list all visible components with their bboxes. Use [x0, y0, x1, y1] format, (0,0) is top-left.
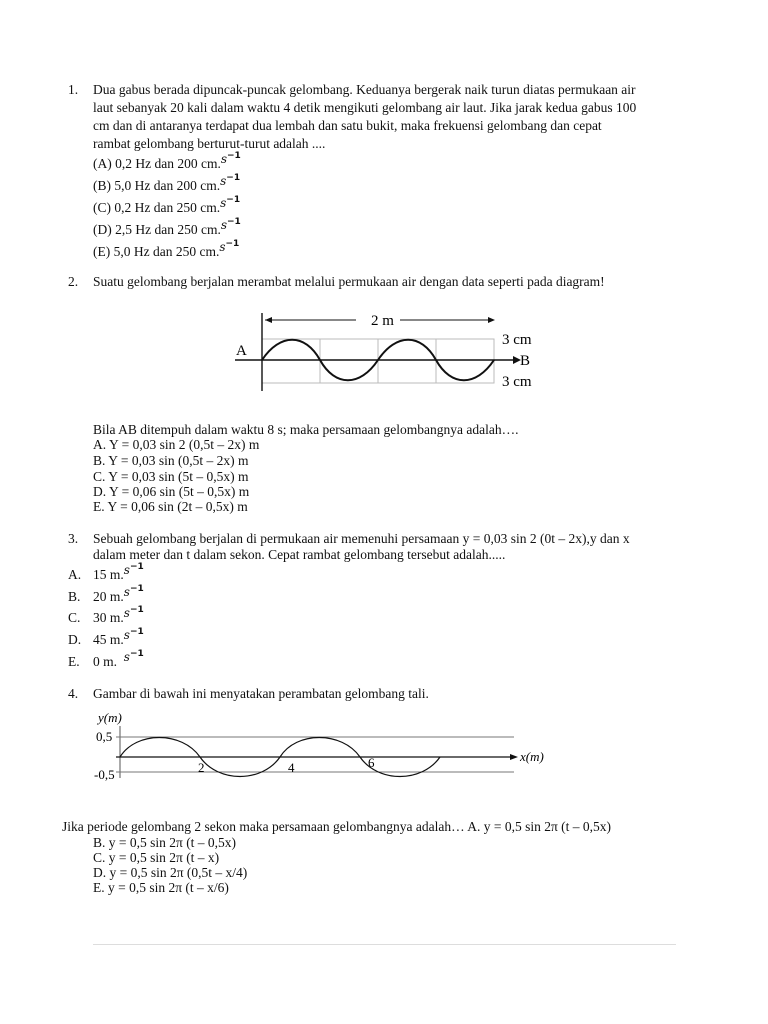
q3-option-letter-d: D. — [68, 632, 82, 647]
q3-option-b: 20 $m.s^{-1}$ — [93, 584, 144, 604]
q2-number: 2. — [68, 274, 79, 289]
diagram-label-bottom: 3 cm — [502, 374, 532, 390]
q1-text-line-2: laut sebanyak 20 kali dalam waktu 4 detik mengikuti gelombang air laut. Jika jarak kedua gabus 100 — [93, 100, 637, 115]
q2-option-d: D. Y = 0,06 sin (5t – 0,5x) m — [93, 484, 250, 499]
q2-option-c: C. Y = 0,03 sin (5t – 0,5x) m — [93, 469, 249, 484]
diagram-label-length: 2 m — [371, 313, 394, 329]
q3-option-letter-a: A. — [68, 567, 82, 582]
arrow-right-small-icon — [488, 317, 495, 323]
q3-number: 3. — [68, 531, 79, 546]
q4-number: 4. — [68, 686, 79, 701]
page-divider — [93, 944, 676, 945]
q2-option-e: E. Y = 0,06 sin (2t – 0,5x) m — [93, 499, 248, 514]
q2-text: Suatu gelombang berjalan merambat melalui permukaan air dengan data seperti pada diagram! — [93, 274, 605, 289]
graph-y-top: 0,5 — [96, 729, 113, 744]
graph-tick-2: 2 — [198, 760, 205, 775]
q3-option-e: 0 m. $s^{-1}$ — [93, 649, 144, 669]
q2-prompt: Bila AB ditempuh dalam waktu 8 s; maka persamaan gelombangnya adalah…. — [93, 422, 519, 437]
arrow-left-icon — [265, 317, 272, 323]
q1-option-a: (A) 0,2 Hz dan 200 $cm.s^{-1}$ — [93, 151, 241, 171]
q1-text-line-3: cm dan di antaranya terdapat dua lembah dan satu bukit, maka frekuensi gelombang dan cepat — [93, 118, 602, 133]
q1-text-line-4: rambat gelombang berturut-turut adalah .... — [93, 136, 326, 151]
q3-option-a: 15 $m.s^{-1}$ — [93, 562, 144, 582]
graph-arrow-icon — [510, 754, 518, 760]
q3-option-c: 30 $m.s^{-1}$ — [93, 605, 144, 625]
graph-tick-6: 6 — [368, 755, 375, 770]
graph-y-bottom: -0,5 — [94, 767, 115, 782]
q3-option-letter-e: E. — [68, 654, 80, 669]
q3-option-d: 45 $m.s^{-1}$ — [93, 627, 144, 647]
q1-option-e: (E) 5,0 Hz dan 250 $cm.s^{-1}$ — [93, 239, 240, 259]
diagram-label-top: 3 cm — [502, 332, 532, 348]
q4-prompt: Jika periode gelombang 2 sekon maka persamaan gelombangnya adalah… A. y = 0,5 sin 2π (t – 0,5x) — [62, 819, 612, 834]
q3-text-line-1: Sebuah gelombang berjalan di permukaan air memenuhi persamaan y = 0,03 sin 2 (0t – 2x),y dan x — [93, 531, 630, 546]
q1-text-line-1: Dua gabus berada dipuncak-puncak gelombang. Keduanya bergerak naik turun diatas permukaan air — [93, 82, 636, 97]
graph-y-label: y(m) — [98, 710, 122, 725]
diagram-label-a: A — [236, 343, 247, 359]
q4-option-d: D. y = 0,5 sin 2π (0,5t – x/4) — [93, 865, 248, 880]
q4-wave-graph — [90, 706, 550, 786]
q3-text-line-2: dalam meter dan t dalam sekon. Cepat rambat gelombang tersebut adalah..... — [93, 547, 506, 562]
q3-option-letter-c: C. — [68, 610, 81, 625]
q2-wave-diagram — [225, 305, 545, 400]
diagram-label-b: B — [520, 353, 531, 369]
q4-option-e: E. y = 0,5 sin 2π (t – x/6) — [93, 880, 229, 895]
q2-option-b: B. Y = 0,03 sin (0,5t – 2x) m — [93, 453, 249, 468]
graph-x-label: x(m) — [520, 749, 544, 764]
q4-text: Gambar di bawah ini menyatakan perambatan gelombang tali. — [93, 686, 429, 701]
q4-option-c: C. y = 0,5 sin 2π (t – x) — [93, 850, 220, 865]
q1-number: 1. — [68, 82, 79, 97]
q1-option-c: (C) 0,2 Hz dan 250 $cm.s^{-1}$ — [93, 195, 241, 215]
graph-tick-4: 4 — [288, 760, 295, 775]
q2-option-a: A. Y = 0,03 sin 2 (0,5t – 2x) m — [93, 437, 260, 452]
q3-option-letter-b: B. — [68, 589, 81, 604]
q4-option-b: B. y = 0,5 sin 2π (t – 0,5x) — [93, 835, 237, 850]
q1-option-b: (B) 5,0 Hz dan 200 $cm.s^{-1}$ — [93, 173, 241, 193]
q1-option-d: (D) 2,5 Hz dan 250 $cm.s^{-1}$ — [93, 217, 241, 237]
